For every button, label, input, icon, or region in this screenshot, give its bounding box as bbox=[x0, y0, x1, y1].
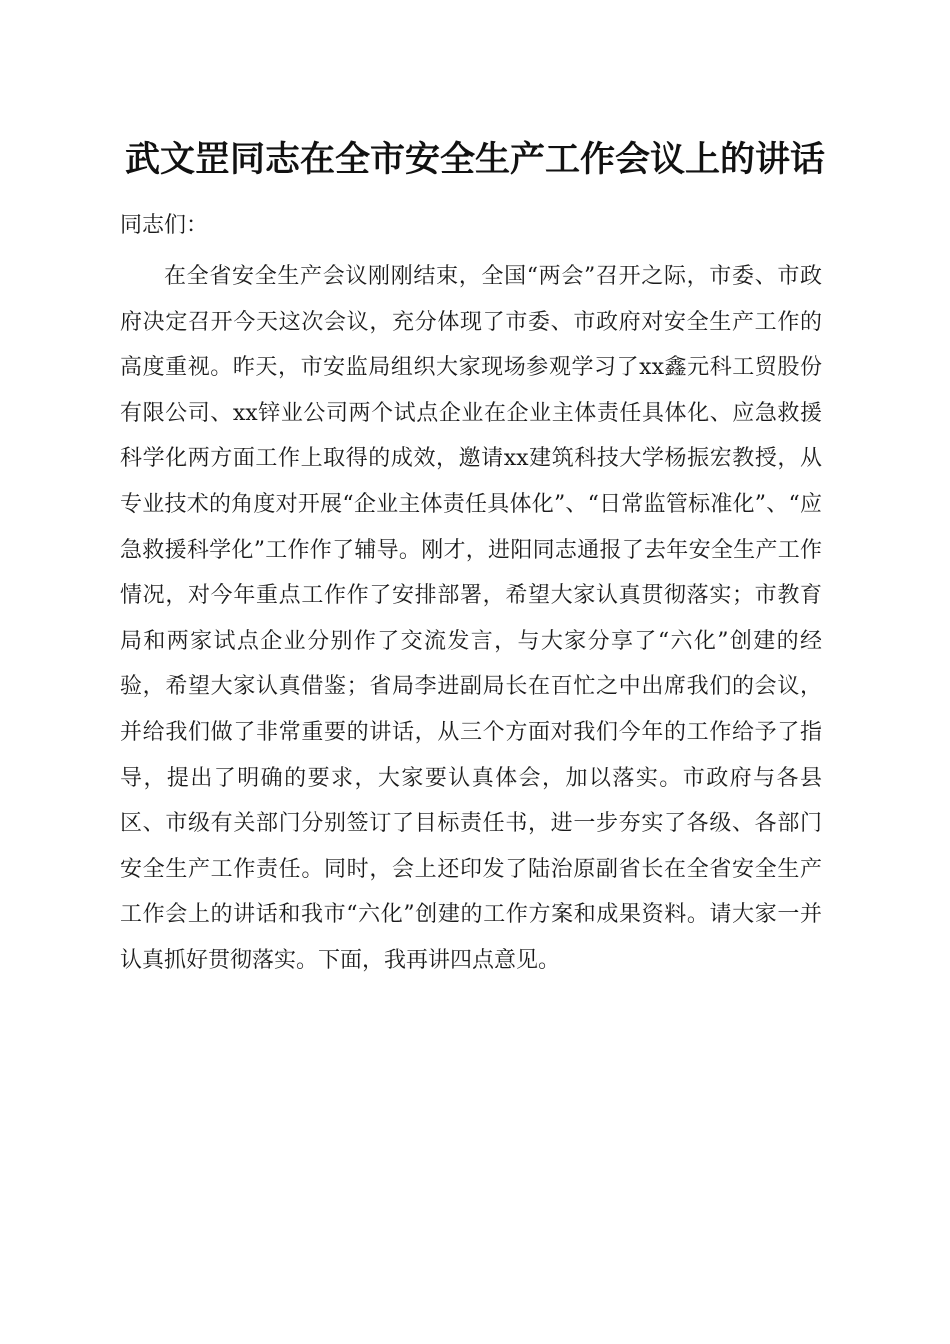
document-title: 武文罡同志在全市安全生产工作会议上的讲话 bbox=[124, 139, 825, 180]
salutation: 同志们： bbox=[120, 213, 209, 238]
body-paragraph: 在全省安全生产会议刚刚结束，全国“两会”召开之际，市委、市政府决定召开今天这次会议，充分体现了市委、市政府对安全生产工作的高度重视。昨天，市安监局组织大家现场参观学习了xx鑫元科工贸股份有限公司、xx锌业公司两个试点企业在企业主体责任具体化、应急救援科学化两方面工作上取得的成效，邀请xx建筑科技大学杨振宏教授，从专业技术的角度对开展“企业主体责任具体化”、“日常监管标准化”、“应急救援科学化”工作作了辅导。刚才，进阳同志通报了去年安全生产工作情况，对今年重点工作作了安排部署，希望大家认真贯彻落实；市教育局和两家试点企业分别作了交流发言，与大家分享了“六化”创建的经验，希望大家认真借鉴；省局李进副局长在百忙之中出席我们的会议，并给我们做了非常重要的讲话，从三个方面对我们今年的工作给予了指导，提出了明确的要求，大家要认真体会，加以落实。市政府与各县区、市级有关部门分别签订了目标责任书，进一步夯实了各级、各部门安全生产工作责任。同时，会上还印发了陆治原副省长在全省安全生产工作会上的讲话和我市“六化”创建的工作方案和成果资料。请大家一并认真抓好贯彻落实。下面，我再讲四点意见。 bbox=[120, 264, 822, 973]
